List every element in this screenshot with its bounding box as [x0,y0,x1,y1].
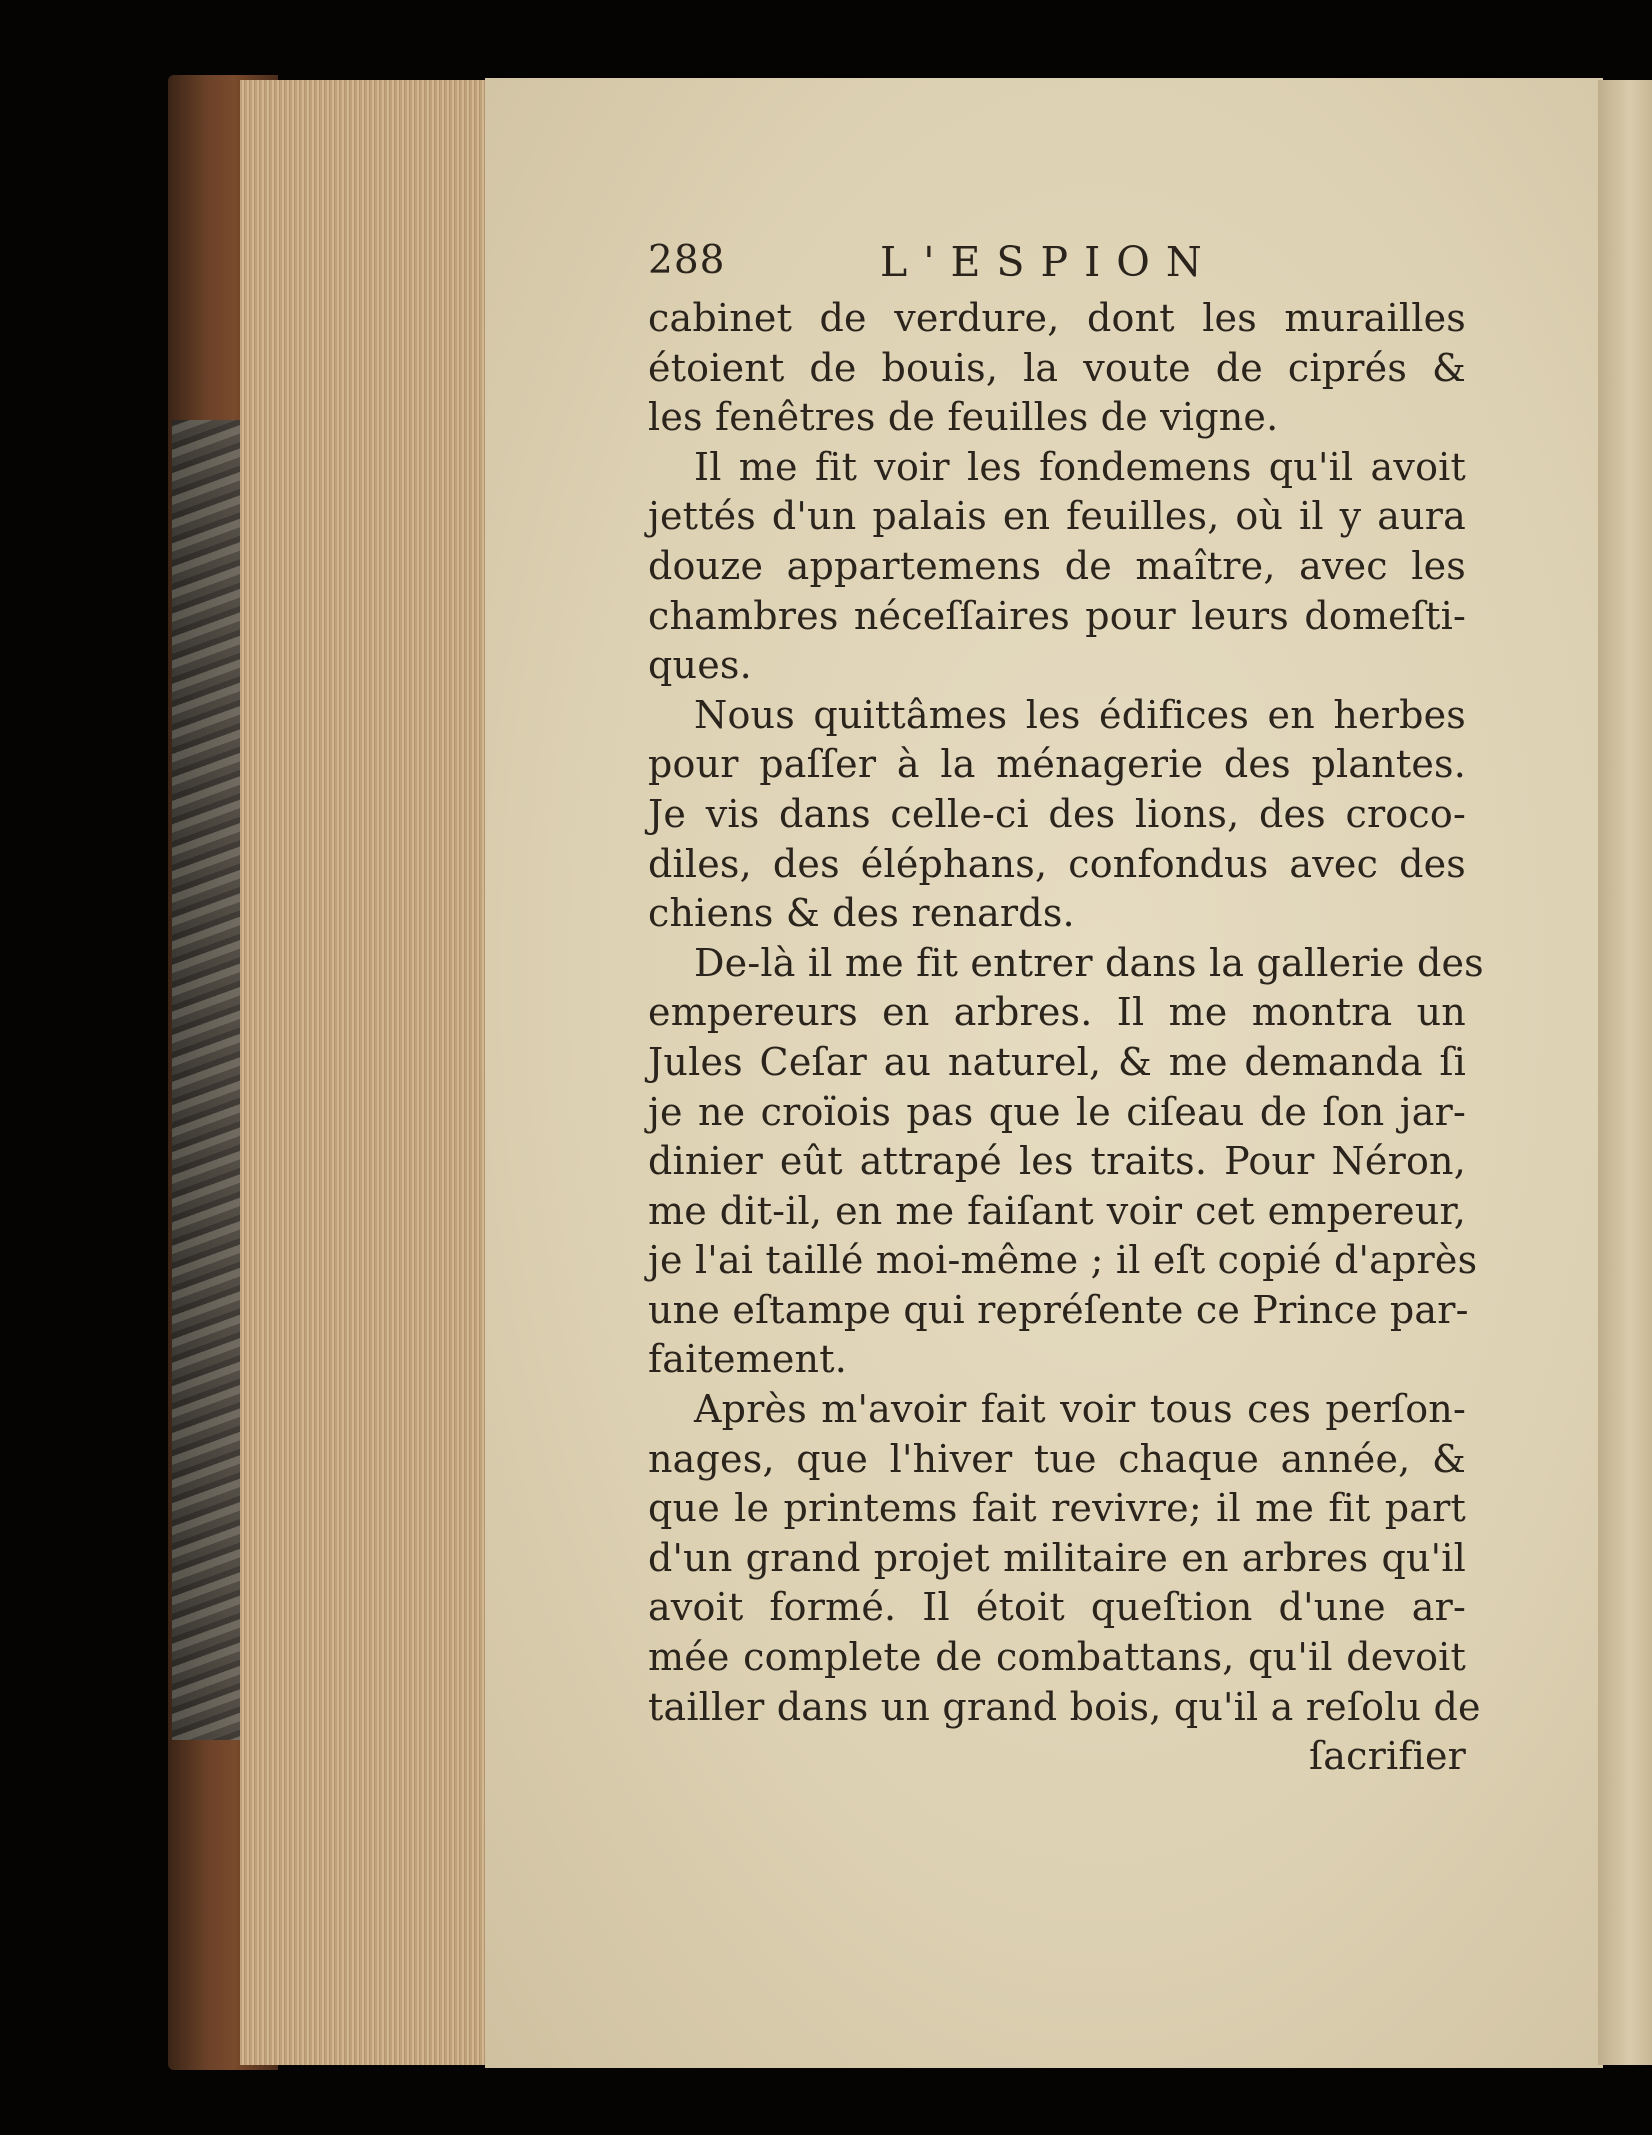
text-line: Je vis dans celle-ci des lions, des croco- [648,791,1466,836]
text-line: je l'ai taillé moi-même ; il eſt copié d'après [648,1238,1478,1283]
text-line: faitement. [648,1337,847,1382]
page-fore-edge [240,80,487,2065]
text-line: mée complete de combattans, qu'il devoit [648,1635,1466,1680]
text-line: nages, que l'hiver tue chaque année, & [648,1436,1466,1481]
text-line: chiens & des renards. [648,891,1075,936]
text-line: Nous quittâmes les édifices en herbes [694,692,1466,737]
running-title: L'ESPION [880,238,1218,286]
page-number: 288 [648,238,726,283]
facing-page-edge [1598,80,1652,2065]
text-line: Jules Ceſar au naturel, & me demanda ſi [648,1039,1466,1084]
text-line: les fenêtres de feuilles de vigne. [648,395,1279,440]
text-line: jettés d'un palais en feuilles, où il y aura [648,494,1466,539]
text-line: une eſtampe qui repréſente ce Prince par- [648,1287,1469,1332]
text-line: d'un grand projet militaire en arbres qu'il [648,1535,1466,1580]
text-line: empereurs en arbres. Il me montra un [648,990,1466,1035]
text-line: pour paſſer à la ménagerie des plantes. [648,742,1466,787]
text-line: me dit-il, en me faiſant voir cet empereur, [648,1188,1466,1233]
text-line: Il me fit voir les fondemens qu'il avoit [694,444,1466,489]
text-line: dinier eût attrapé les traits. Pour Néron, [648,1139,1466,1184]
text-line: je ne croïois pas que le ciſeau de ſon jar- [648,1089,1466,1134]
running-head [648,238,1466,294]
text-line: que le printems fait revivre; il me fit part [648,1486,1466,1531]
text-line: étoient de bouis, la voute de ciprés & [648,345,1466,390]
text-block [648,238,1484,1782]
text-line: cabinet de verdure, dont les murailles [648,296,1466,340]
text-line: douze appartemens de maître, avec les [648,543,1466,588]
marbled-board [172,420,242,1740]
text-line: avoit formé. Il étoit queſtion d'une ar- [648,1585,1466,1630]
text-line: De-là il me fit entrer dans la gallerie des [694,940,1484,985]
text-line: chambres néceſſaires pour leurs domeſti- [648,593,1466,638]
text-line: diles, des éléphans, confondus avec des [648,841,1466,886]
text-line: tailler dans un grand bois, qu'il a reſolu de [648,1684,1481,1729]
text-line: Après m'avoir fait voir tous ces perſon- [694,1387,1466,1432]
text-line: ques. [648,643,752,688]
catchword: ſacrifier [1309,1734,1466,1779]
